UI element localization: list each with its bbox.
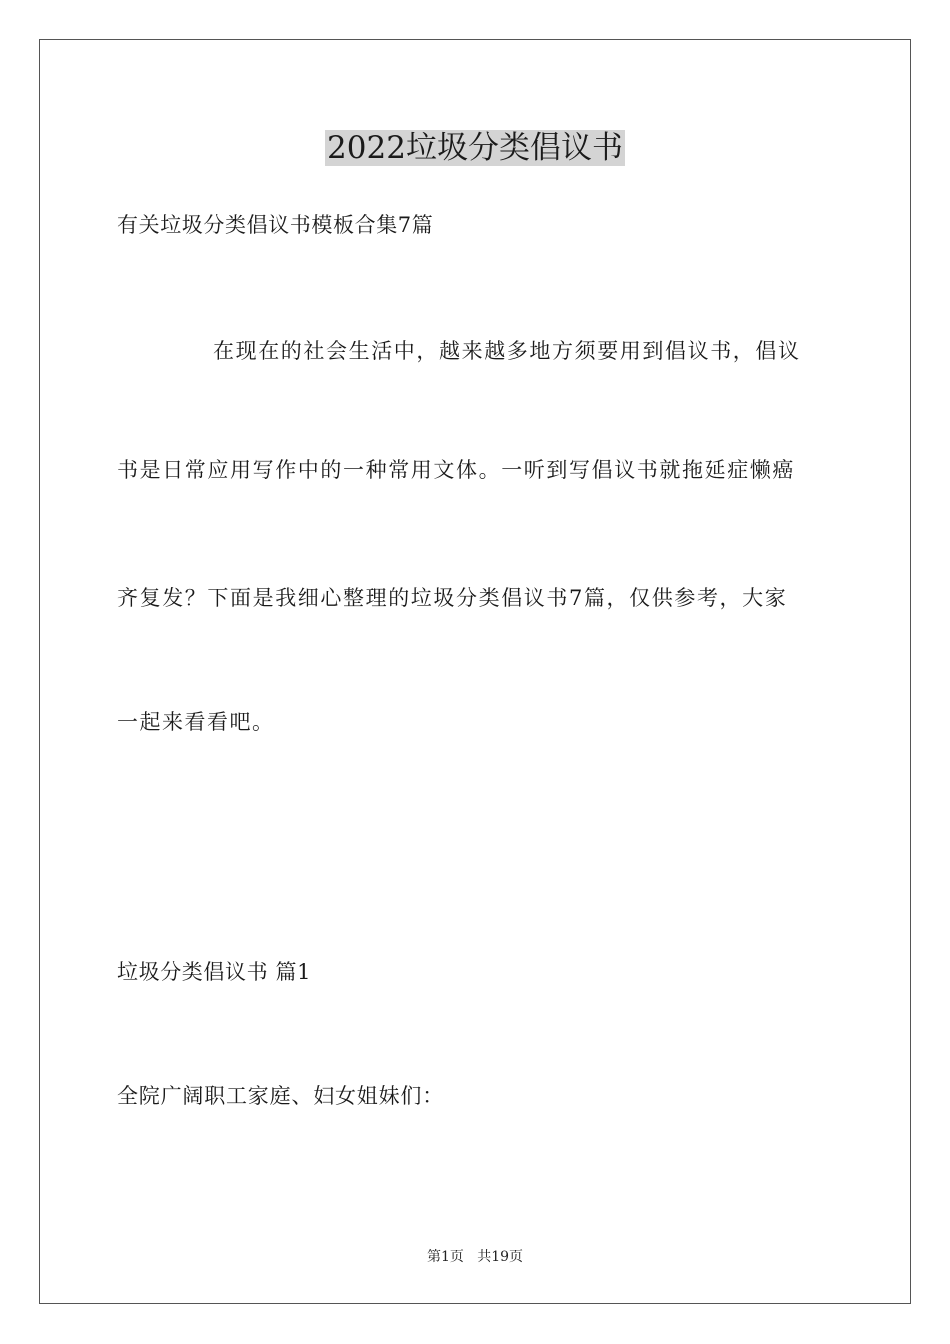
body-paragraph-line-1: 在现在的社会生活中，越来越多地方须要用到倡议书，倡议: [213, 339, 801, 363]
salutation-line: 全院广阔职工家庭、妇女姐妹们：: [117, 1084, 444, 1108]
body-paragraph-line-4: 一起来看看吧。: [117, 710, 275, 734]
subtitle-line: 有关垃圾分类倡议书模板合集7篇: [117, 213, 434, 237]
page-number-footer: 第1页 共19页: [426, 1249, 524, 1265]
document-title: [0, 126, 950, 170]
body-paragraph-line-2: 书是日常应用写作中的一种常用文体。一听到写倡议书就拖延症懒癌: [117, 458, 795, 482]
section-heading: 垃圾分类倡议书 篇1: [117, 960, 312, 984]
document-title-text: 2022垃圾分类倡议书: [327, 130, 623, 166]
body-paragraph-line-3: 齐复发？下面是我细心整理的垃圾分类倡议书7篇，仅供参考，大家: [117, 586, 788, 610]
